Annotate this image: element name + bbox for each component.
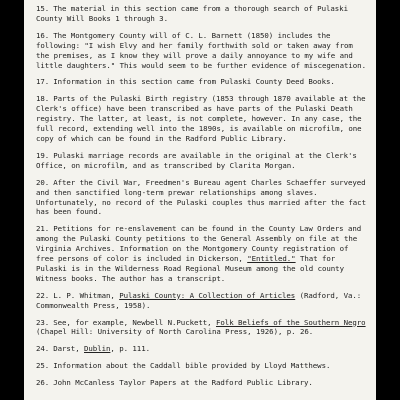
note-number: 16. — [36, 30, 50, 40]
note-text: Information in this section came from Pulaski County Deed Books. — [53, 77, 335, 87]
endnote-24 — [36, 344, 366, 354]
endnote-25 — [36, 361, 366, 371]
citation-title: "Entitled." — [247, 254, 296, 264]
note-text: The Montgomery County will of C. L. Barnett (1850) includes the following: "I wish Elvy and her family forthwith sold or taken away from the premises, as I know they will prove a daily annoyance to my wife and little daughters." This would seem to be further evidence of miscegenation. — [36, 30, 366, 70]
endnote-21 — [36, 224, 366, 283]
note-number: 15. — [36, 4, 50, 13]
note-number: 17. — [36, 77, 50, 87]
note-text: Petitions for re-enslavement can be found in the County Law Orders and among the Pulaski County petitions to the General Assembly on file at the Virginia Archives. Information on the Montgomery County registration of free persons of color is included in Dickerson, — [36, 224, 362, 264]
note-number: 23. — [36, 317, 50, 327]
note-text-cont: (Radford, Va.: Commonwealth Press, 1958). — [36, 290, 362, 310]
note-number: 26. — [36, 378, 50, 388]
citation-title: Dublin — [84, 344, 111, 354]
note-text: Darst, — [53, 344, 84, 354]
note-text-cont: That for Pulaski is in the Wilderness Road Regional Museum among the old county Witness books. The author has a transcript. — [36, 254, 344, 283]
note-number: 21. — [36, 224, 50, 234]
note-number: 18. — [36, 94, 50, 104]
note-text: L. P. Whitman, — [53, 290, 120, 300]
endnote-23 — [36, 318, 366, 338]
note-number: 24. — [36, 344, 50, 354]
citation-title: Folk Beliefs of the Southern Negro — [216, 317, 366, 327]
note-text-cont: , p. 111. — [110, 344, 151, 354]
note-text: Pulaski marriage records are available in the original at the Clerk's Office, on microfilm, and as transcribed by Clarita Morgan. — [36, 150, 357, 170]
note-number: 22. — [36, 290, 50, 300]
endnote-15 — [36, 4, 366, 24]
note-text: Information about the Caddall bible provided by Lloyd Matthews. — [53, 361, 331, 371]
note-text: Parts of the Pulaski Birth registry (1853 through 1870 available at the Clerk's office) have been transcribed as have parts of the Pulaski Death registry. The latter, at least, is not complete, however. In any case, the full record, extending well into the 1890s, is available on microfilm, one copy of which can be found in the Radford Public Library. — [36, 94, 366, 143]
note-text: After the Civil War, Freedmen's Bureau agent Charles Schaeffer surveyed and then sanctified long-term prewar relationships among slaves. Unfortunately, no record of the Pulaski couples thus married after the fact has been found. — [36, 177, 366, 217]
note-number: 19. — [36, 150, 50, 160]
note-number: 20. — [36, 177, 50, 187]
note-number: 25. — [36, 361, 50, 371]
endnote-20 — [36, 178, 366, 218]
endnote-19 — [36, 151, 366, 171]
endnote-18 — [36, 94, 366, 144]
note-text-cont: (Chapel Hill: University of North Carolina Press, 1926), p. 26. — [36, 327, 314, 337]
note-text: See, for example, Newbell N.Puckett, — [53, 317, 216, 327]
note-text: John McCanless Taylor Papers at the Radford Public Library. — [53, 378, 313, 388]
endnote-17 — [36, 77, 366, 87]
endnote-22 — [36, 291, 366, 311]
citation-title: Pulaski County: A Collection of Articles — [119, 290, 296, 300]
endnote-26 — [36, 378, 366, 388]
note-text: The material in this section came from a thorough search of Pulaski County Will Books 1 through 3. — [36, 4, 348, 23]
document-page — [24, 0, 376, 400]
endnote-16 — [36, 31, 366, 71]
